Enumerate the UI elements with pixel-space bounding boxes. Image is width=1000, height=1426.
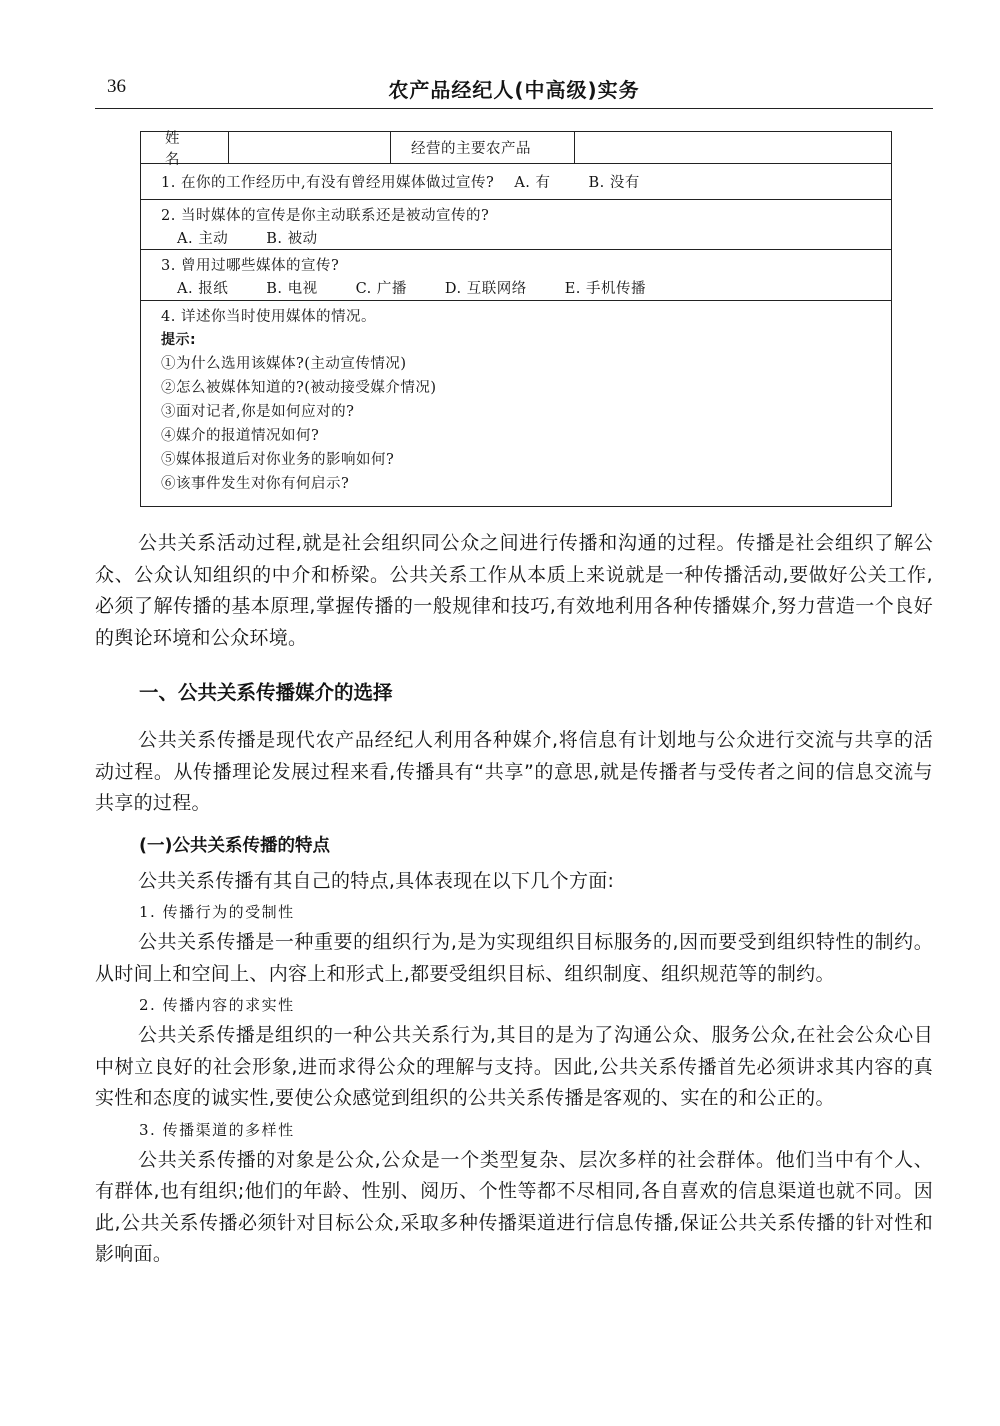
product-label: 经营的主要农产品 xyxy=(391,132,575,163)
q2-option-b[interactable]: B. 被动 xyxy=(266,231,318,247)
name-row xyxy=(141,130,891,168)
running-title: 农产品经纪人(中高级)实务 xyxy=(388,78,640,102)
survey-form xyxy=(140,131,892,507)
body-text xyxy=(95,528,933,1271)
q1-option-b[interactable]: B. 没有 xyxy=(588,175,640,191)
intro-paragraph: 公共关系活动过程,就是社会组织同公众之间进行传播和沟通的过程。传播是社会组织了解公众、公众认知组织的中介和桥梁。公共关系工作从本质上来说就是一种传播活动,要做好公关工作,必须了解传播的基本原理,掌握传播的一般规律和技巧,有效地利用各种传播媒介,努力营造一个良好的舆论环境和公众环境。 xyxy=(95,532,933,649)
name-label: 姓 名 xyxy=(141,132,229,163)
page-header xyxy=(95,74,933,109)
question-1-text: 1. 在你的工作经历中,有没有曾经用媒体做过宣传? xyxy=(161,175,495,191)
hint-item: ④媒介的报道情况如何? xyxy=(161,428,320,444)
question-3 xyxy=(141,250,891,301)
hint-item: ①为什么选用该媒体?(主动宣传情况) xyxy=(161,356,407,372)
page-number: 36 xyxy=(107,76,126,97)
point-2-text: 公共关系传播是组织的一种公共关系行为,其目的是为了沟通公众、服务公众,在社会公众心目中树立良好的社会形象,进而求得公众的理解与支持。因此,公共关系传播首先必须讲求其内容的真实性和态度的诚实性,要使公众感觉到组织的公共关系传播是客观的、实在的和公正的。 xyxy=(95,1024,933,1109)
product-field[interactable] xyxy=(575,132,891,163)
point-1-text: 公共关系传播是一种重要的组织行为,是为实现组织目标服务的,因而要受到组织特性的制约。从时间上和空间上、内容上和形式上,都要受组织目标、组织制度、组织规范等的制约。 xyxy=(95,931,933,985)
question-1 xyxy=(141,164,891,200)
point-2-heading: 2. 传播内容的求实性 xyxy=(139,996,295,1014)
q3-option-d[interactable]: D. 互联网络 xyxy=(444,281,527,297)
section-paragraph: 公共关系传播是现代农产品经纪人利用各种媒介,将信息有计划地与公众进行交流与共享的活动过程。从传播理论发展过程来看,传播具有“共享”的意思,就是传播者与受传者之间的信息交流与共享的过程。 xyxy=(95,729,933,814)
name-field[interactable] xyxy=(229,132,391,163)
question-4-text: 4. 详述你当时使用媒体的情况。 xyxy=(161,309,376,325)
point-1-heading: 1. 传播行为的受制性 xyxy=(139,903,295,921)
point-3-text: 公共关系传播的对象是公众,公众是一个类型复杂、层次多样的社会群体。他们当中有个人、有群体,也有组织;他们的年龄、性别、阅历、个性等都不尽相同,各自喜欢的信息渠道也就不同。因此,公共关系传播必须针对目标公众,采取多种传播渠道进行信息传播,保证公共关系传播的针对性和影响面。 xyxy=(95,1148,933,1265)
q3-option-b[interactable]: B. 电视 xyxy=(266,281,318,297)
section-heading: 一、公共关系传播媒介的选择 xyxy=(139,681,393,704)
question-4 xyxy=(141,301,891,506)
question-1-options xyxy=(514,171,678,192)
q3-option-e[interactable]: E. 手机传播 xyxy=(564,281,647,297)
hint-item: ③面对记者,你是如何应对的? xyxy=(161,404,355,420)
question-2-options xyxy=(161,228,891,251)
subsection-heading: (一)公共关系传播的特点 xyxy=(139,835,330,856)
question-3-options xyxy=(161,278,891,301)
question-2 xyxy=(141,200,891,250)
q3-option-a[interactable]: A. 报纸 xyxy=(177,281,229,297)
q3-option-c[interactable]: C. 广播 xyxy=(355,281,407,297)
hint-label: 提示: xyxy=(161,332,197,348)
hint-item: ⑤媒体报道后对你业务的影响如何? xyxy=(161,452,395,468)
question-2-text: 2. 当时媒体的宣传是你主动联系还是被动宣传的? xyxy=(161,208,490,224)
question-3-text: 3. 曾用过哪些媒体的宣传? xyxy=(161,258,340,274)
q2-option-a[interactable]: A. 主动 xyxy=(177,231,229,247)
subsection-intro: 公共关系传播有其自己的特点,具体表现在以下几个方面: xyxy=(138,869,615,892)
q1-option-a[interactable]: A. 有 xyxy=(514,175,551,191)
hint-item: ②怎么被媒体知道的?(被动接受媒介情况) xyxy=(161,380,437,396)
hint-item: ⑥该事件发生对你有何启示? xyxy=(161,476,350,492)
point-3-heading: 3. 传播渠道的多样性 xyxy=(139,1120,295,1139)
